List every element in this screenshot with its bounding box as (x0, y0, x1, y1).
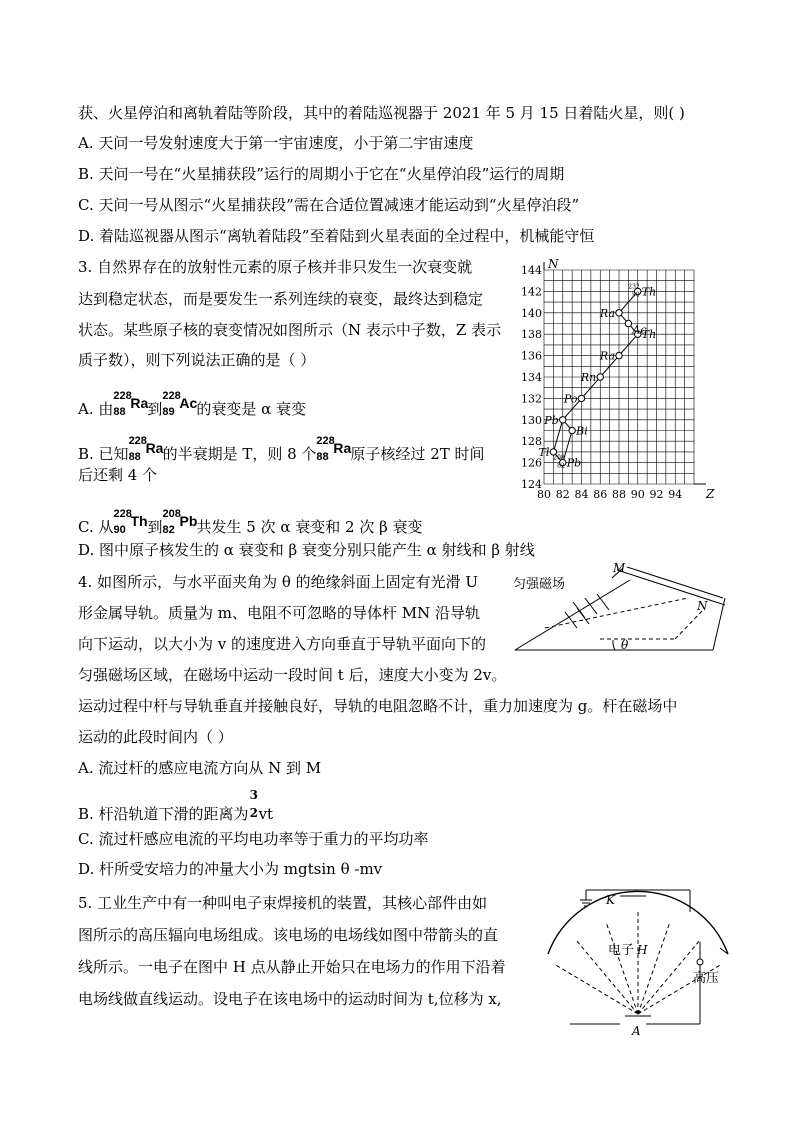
nuclide-ra228: 228 88 Ra (316, 435, 352, 463)
label-k: K (606, 893, 615, 907)
incline-right-edge (713, 598, 725, 650)
y-tick-label: 138 (521, 328, 542, 342)
label-field: 匀强磁场 (513, 577, 566, 592)
y-tick-label: 134 (521, 371, 542, 384)
field-arrow (565, 612, 577, 628)
x-tick-label: 80 (537, 488, 551, 501)
nuclide-label: Bi (576, 424, 588, 438)
nuclide-mass: 208 (553, 454, 565, 462)
decay-chart (521, 252, 726, 504)
x-tick-label: 82 (555, 488, 570, 501)
x-axis-label: Z (706, 487, 715, 501)
x-tick-label: 84 (574, 488, 589, 501)
label-n: N (697, 599, 708, 613)
nuclide-th228: 228 90 Th (113, 508, 148, 536)
fraction-3-over-2: 3 2 (249, 788, 258, 820)
y-tick-label: 128 (521, 435, 542, 449)
y-axis-label: N (548, 257, 559, 271)
q4-stem-line5: 运动过程中杆与导轨垂直并接触良好，导轨的电阻忽略不计，重力加速度为 g。杆在磁场中 (78, 697, 678, 715)
q3-stem-line3: 状态。某些原子核的衰变情况如图所示（N 表示中子数，Z 表示 (78, 321, 502, 339)
chart-labels (521, 257, 715, 501)
label-high-voltage: 高压 (693, 971, 720, 986)
y-tick-label: 142 (521, 285, 542, 299)
x-tick-label: 88 (612, 488, 626, 501)
q4-stem-line1: 4. 如图所示，与水平面夹角为 θ 的绝缘斜面上固定有光滑 U (78, 573, 479, 591)
q4-stem-line6: 运动的此段时间内（ ） (78, 728, 233, 746)
nuclide-point (578, 395, 584, 401)
q2-option-c: C. 天问一号从图示“火星捕获段”需在合适位置减速才能运动到“火星停泊段” (78, 196, 580, 214)
nuclide-point (560, 417, 566, 423)
nuclide-point (569, 427, 575, 433)
nuclide-label: Tl (538, 445, 550, 459)
q4-option-c: C. 流过杆感应电流的平均电功率等于重力的平均功率 (78, 830, 429, 848)
theta-arc (613, 640, 615, 650)
q4-option-b: B. 杆沿轨道下滑的距离为 3 2 vt (78, 788, 274, 823)
label-theta: θ (621, 638, 629, 652)
q3-option-d: D. 图中原子核发生的 α 衰变和 β 衰变分别只能产生 α 射线和 β 射线 (78, 541, 535, 559)
nuclide-point (616, 310, 622, 316)
y-tick-label: 140 (521, 306, 542, 320)
nuclide-label: Pb (566, 456, 582, 470)
nuclide-label: Th (641, 285, 657, 299)
q5-stem-line1: 5. 工业生产中有一种叫电子束焊接机的装置，其核心部件由如 (78, 894, 488, 912)
y-tick-label: 126 (521, 456, 542, 470)
q4-stem-line2: 形金属导轨。质量为 m、电阻不可忽略的导体杆 MN 沿导轨 (78, 604, 481, 622)
nuclide-ra228: 228 88 Ra (113, 390, 149, 418)
q3-option-a: A. 由 228 88 Ra 到 228 89 Ac 的衰变是 α 衰变 (78, 392, 306, 422)
nuclide-label: Po (563, 392, 578, 406)
nuclide-point (616, 352, 622, 358)
q2-option-d: D. 着陆巡视器从图示“离轨着陆段”至着陆到火星表面的全过程中，机械能守恒 (78, 227, 595, 245)
nuclide-pb208: 208 82 Pb (162, 508, 198, 536)
q5-stem-line3: 线所示。一电子在图中 H 点从静止开始只在电场力的作用下沿着 (78, 958, 506, 976)
q4-option-a: A. 流过杆的感应电流方向从 N 到 M (78, 759, 322, 777)
rail-lower (627, 567, 723, 598)
option-label: A. 由 (78, 400, 114, 418)
label-electron: 电子 (608, 943, 635, 958)
q3-option-c: C. 从 228 90 Th 到 208 82 Pb 共发生 5 次 α 衰变和 2 次 β 衰变 (78, 510, 423, 540)
q3-stem-line1: 3. 自然界存在的放射性元素的原子核并非只发生一次衰变就 (78, 258, 473, 276)
rail-upper (617, 570, 725, 605)
y-tick-label: 132 (521, 392, 542, 406)
y-tick-label: 130 (521, 413, 542, 427)
nuclide-z: 82 (557, 462, 565, 470)
field-boundary-top (545, 598, 688, 628)
nuclide-label: Pb (544, 413, 559, 427)
nuclide-label: Rn (580, 371, 597, 384)
label-h: H (637, 943, 648, 957)
x-tick-label: 94 (668, 488, 683, 501)
nuclide-mass: 232 (628, 283, 640, 291)
radial-field-figure (540, 882, 740, 1037)
q3-stem-line2: 达到稳定状态，而是要发生一系列连续的衰变，最终达到稳定 (78, 290, 484, 308)
nuclide-ac228: 228 89 Ac (162, 390, 198, 418)
nuclide-label: Ac (632, 323, 647, 337)
q4-stem-line4: 匀强磁场区域，在磁场中运动一段时间 t 后，速度大小变为 2v。 (78, 666, 507, 684)
nuclide-label: Ra (599, 306, 615, 320)
y-tick-label: 144 (521, 264, 542, 277)
q3-option-b: B. 已知 228 88 Ra 的半衰期是 T，则 8 个 228 88 Ra 原子核经过 2T 时间 (78, 437, 485, 467)
q4-option-d: D. 杆所受安培力的冲量大小为 mgtsin θ -mv (78, 860, 383, 878)
nuclide-label: Th (641, 328, 657, 342)
nuclide-ra228: 228 88 Ra (128, 435, 164, 463)
nuclide-point (625, 320, 631, 326)
q5-stem-line4: 电场线做直线运动。设电子在该电场中的运动时间为 t,位移为 x, (78, 990, 502, 1008)
incline-rail-figure (505, 560, 730, 665)
q3-option-b-line2: 后还剩 4 个 (78, 466, 158, 484)
q2-stem-end: 获、火星停泊和离轨着陆等阶段，其中的着陆巡视器于 2021 年 5 月 15 日着陆火星，则( ) (78, 104, 685, 122)
x-tick-label: 92 (649, 488, 664, 501)
q2-option-b: B. 天问一号在“火星捕获段”运行的周期小于它在“火星停泊段”运行的周期 (78, 165, 565, 183)
x-tick-label: 86 (593, 488, 608, 501)
field-arrow (577, 608, 589, 624)
chart-grid (544, 262, 706, 484)
q3-stem-line4: 质子数），则下列说法正确的是（ ） (78, 351, 316, 369)
nuclide-point (597, 374, 603, 380)
q5-stem-line2: 图所示的高压辐向电场组成。该电场的电场线如图中带箭头的直 (78, 926, 499, 944)
q4-stem-line3: 向下运动，以大小为 v 的速度进入方向垂直于导轨平面向下的 (78, 635, 487, 653)
nuclide-label: Ra (599, 349, 615, 363)
nuclide-z: 90 (632, 291, 640, 299)
y-tick-label: 124 (521, 478, 542, 491)
terminal-top (697, 959, 703, 965)
y-tick-label: 136 (521, 349, 542, 363)
q2-option-a: A. 天问一号发射速度大于第一宇宙速度，小于第二宇宙速度 (78, 134, 474, 152)
label-m: M (613, 561, 626, 575)
x-tick-label: 90 (630, 488, 645, 501)
label-a: A (632, 1024, 641, 1038)
